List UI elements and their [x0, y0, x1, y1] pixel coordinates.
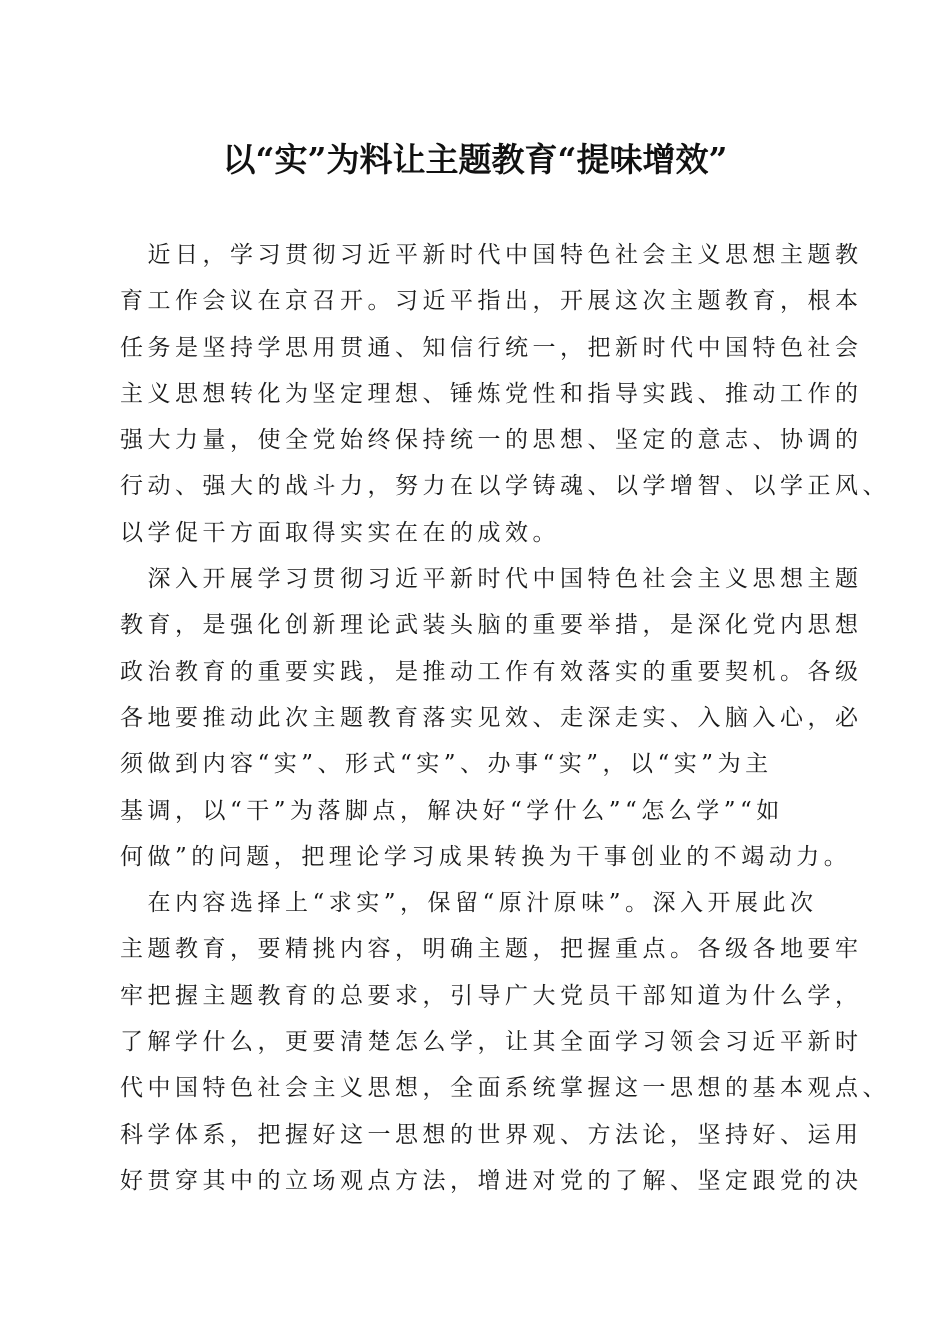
text-line: 牢把握主题教育的总要求，引导广大党员干部知道为什么学， — [120, 982, 863, 1009]
text-line: 主义思想转化为坚定理想、锤炼党性和指导实践、推动工作的 — [120, 380, 863, 407]
text-line: 育工作会议在京召开。习近平指出，开展这次主题教育，根本 — [120, 288, 863, 315]
text-line: 政治教育的重要实践，是推动工作有效落实的重要契机。各级 — [120, 658, 863, 685]
page-title: 以“实”为料让主题教育“提味增效” — [222, 140, 728, 179]
text-line: 近日，学习贯彻习近平新时代中国特色社会主义思想主题教 — [120, 242, 863, 268]
text-line: 在内容选择上“求实”，保留“原汁原味”。深入开展此次 — [120, 890, 818, 917]
text-line: 何做”的问题，把理论学习成果转换为干事创业的不竭动力。 — [120, 843, 852, 870]
text-line: 好贯穿其中的立场观点方法，增进对党的了解、坚定跟党的决 — [120, 1167, 863, 1194]
text-line: 主题教育，要精挑内容，明确主题，把握重点。各级各地要牢 — [120, 936, 863, 963]
text-line: 须做到内容“实”、形式“实”、办事“实”，以“实”为主 — [120, 751, 773, 778]
text-line: 科学体系，把握好这一思想的世界观、方法论，坚持好、运用 — [120, 1121, 863, 1148]
text-line: 教育，是强化创新理论武装头脑的重要举措，是深化党内思想 — [120, 612, 863, 639]
text-line: 任务是坚持学思用贯通、知信行统一，把新时代中国特色社会 — [120, 334, 863, 361]
text-line: 深入开展学习贯彻习近平新时代中国特色社会主义思想主题 — [120, 566, 863, 593]
paragraph-1 — [120, 232, 890, 556]
text-line: 以学促干方面取得实实在在的成效。 — [120, 519, 560, 546]
paragraph-3 — [120, 880, 890, 1204]
text-line: 了解学什么，更要清楚怎么学，让其全面学习领会习近平新时 — [120, 1029, 863, 1056]
text-line: 各地要推动此次主题教育落实见效、走深走实、入脑入心，必 — [120, 704, 863, 731]
paragraph-2 — [120, 556, 863, 880]
text-line: 强大力量，使全党始终保持统一的思想、坚定的意志、协调的 — [120, 427, 863, 454]
text-line: 代中国特色社会主义思想，全面系统掌握这一思想的基本观点、 — [120, 1075, 890, 1102]
text-line: 基调，以“干”为落脚点，解决好“学什么”“怎么学”“如 — [120, 797, 784, 824]
text-line: 行动、强大的战斗力，努力在以学铸魂、以学增智、以学正风、 — [120, 473, 890, 500]
document-body — [120, 232, 890, 1204]
